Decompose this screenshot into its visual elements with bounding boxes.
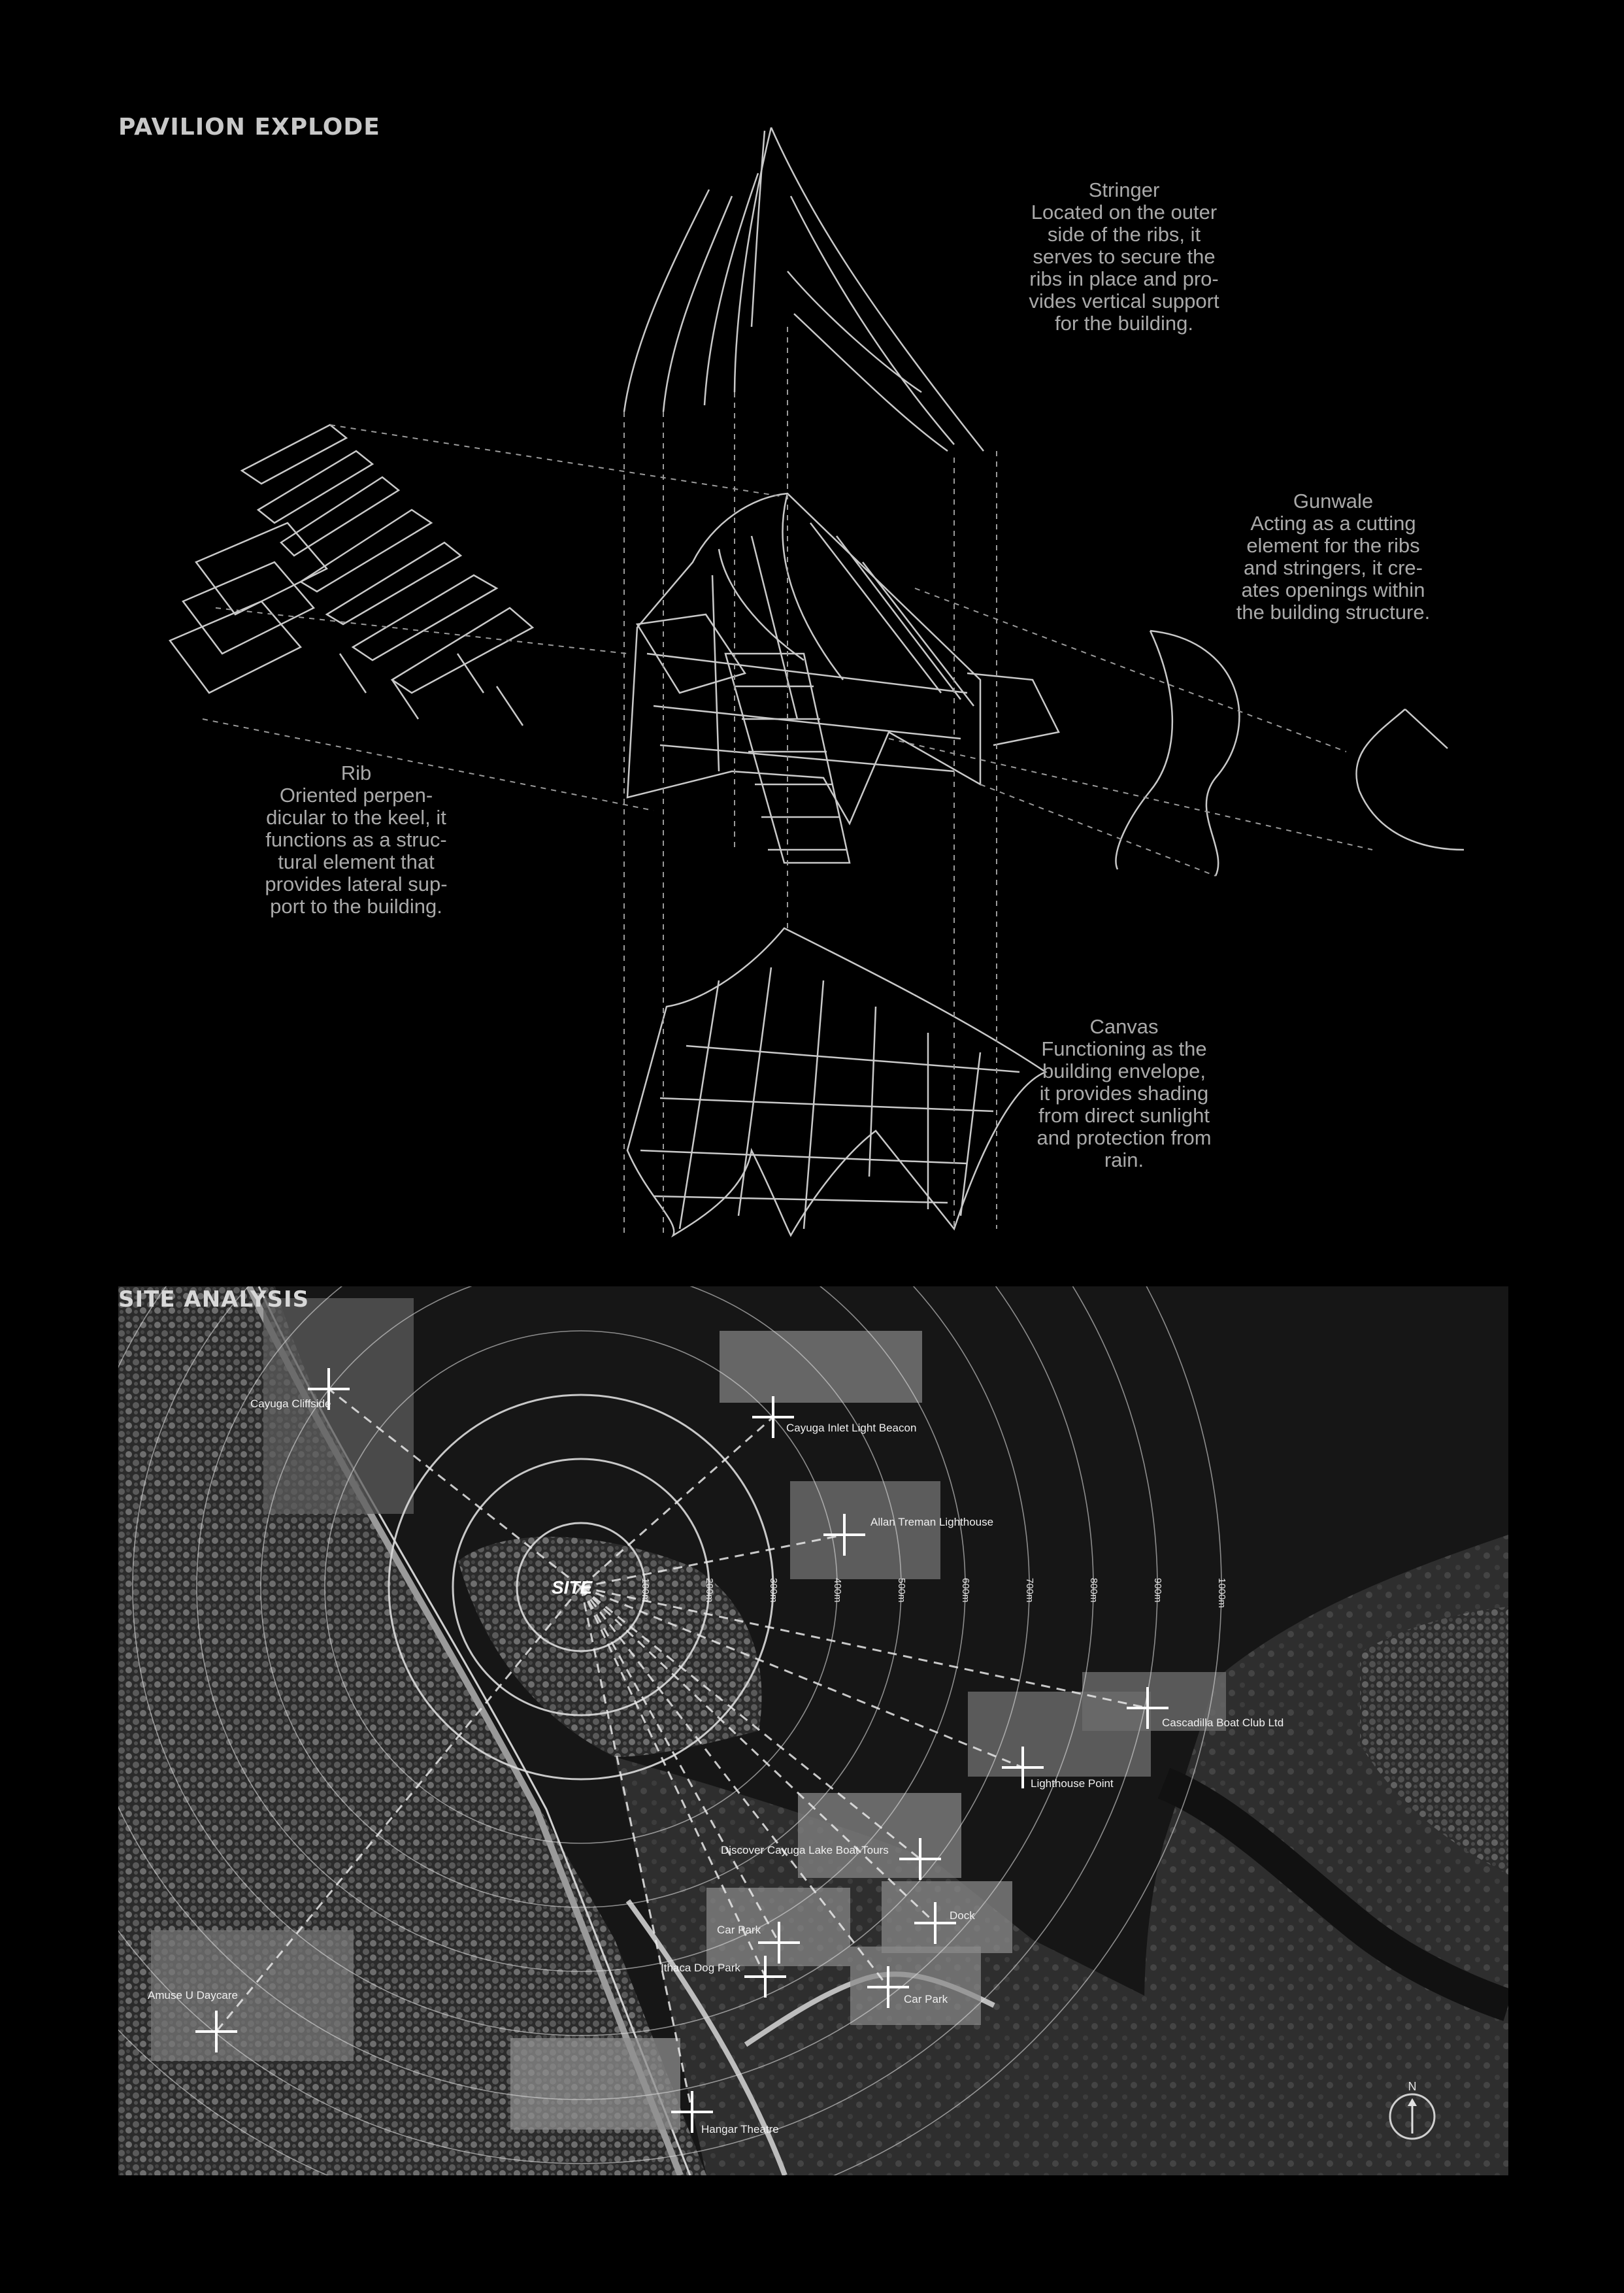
view-ray xyxy=(581,1587,935,1923)
site-analysis-map xyxy=(118,1286,1508,2175)
gunwale-note xyxy=(1202,490,1464,624)
rib-body: Oriented perpen- dicular to the keel, it functions as a struc- tural element that provides lateral sup- port to the building. xyxy=(265,784,448,918)
rib-title: Rib xyxy=(340,762,372,784)
view-ray xyxy=(581,1587,920,1859)
poi-label: Amuse U Daycare xyxy=(148,1989,238,2001)
stringer-title: Stringer xyxy=(1088,178,1160,201)
compass-north-label: N xyxy=(1408,2080,1417,2093)
stringer-drawing xyxy=(624,127,984,451)
rib-note xyxy=(225,762,487,918)
view-ray xyxy=(581,1417,773,1587)
poi-label: Dock xyxy=(950,1909,975,1922)
poi-marker-cross xyxy=(823,1514,865,1556)
canvas-note xyxy=(993,1016,1255,1171)
poi-label: Cayuga Inlet Light Beacon xyxy=(786,1422,917,1434)
radius-rings xyxy=(118,1286,1227,2175)
site-map-overlay xyxy=(118,1286,1508,2175)
poi-label: Allan Treman Lighthouse xyxy=(870,1516,994,1528)
gunwale-drawing xyxy=(1116,631,1464,876)
radius-ring-label: 400m xyxy=(832,1578,843,1603)
view-ray xyxy=(581,1587,1023,1767)
view-ray xyxy=(581,1587,1148,1708)
canvas-title: Canvas xyxy=(1089,1015,1159,1038)
poi-label: Cascadilla Boat Club Ltd xyxy=(1162,1716,1284,1729)
view-ray xyxy=(329,1389,581,1587)
poi-marker-cross xyxy=(195,2011,237,2052)
view-ray xyxy=(581,1587,692,2112)
structure-drawing xyxy=(627,494,1059,863)
view-ray xyxy=(216,1587,581,2032)
gunwale-body: Acting as a cutting element for the ribs and stringers, it cre- ates openings within the building structure. xyxy=(1236,512,1431,624)
poi-marker-cross xyxy=(899,1838,941,1880)
canvas-drawing xyxy=(627,928,1046,1235)
stringer-body: Located on the outer side of the ribs, it serves to secure the ribs in place and pro- vides vertical support for the building. xyxy=(1029,201,1219,335)
poi-label: Lighthouse Point xyxy=(1031,1777,1114,1790)
radius-ring-label: 500m xyxy=(896,1578,907,1603)
poi-label: Car Park xyxy=(904,1993,948,2005)
poi-label: Hangar Theatre xyxy=(701,2123,779,2135)
poi-marker-cross xyxy=(867,1966,909,2008)
gunwale-title: Gunwale xyxy=(1293,490,1374,512)
radius-ring-label: 200m xyxy=(704,1578,715,1603)
site-center-label: SITE xyxy=(552,1577,593,1598)
radius-ring-label: 800m xyxy=(1088,1578,1099,1603)
poi-marker-cross xyxy=(914,1902,956,1944)
compass xyxy=(1390,2080,1434,2139)
stringer-note xyxy=(993,179,1255,335)
section-title-site-analysis: SITE ANALYSIS xyxy=(118,1286,310,1313)
rib-drawing xyxy=(170,425,533,726)
canvas-body: Functioning as the building envelope, it provides shading from direct sunlight and protection from rain. xyxy=(1036,1037,1212,1171)
radius-ring-label: 900m xyxy=(1152,1578,1163,1603)
radius-ring-label: 1000m xyxy=(1216,1578,1227,1608)
radius-ring xyxy=(118,1286,1221,2175)
view-ray xyxy=(581,1587,765,1977)
poi-label: Car Park xyxy=(717,1924,761,1936)
poi-label: Ithaca Dog Park xyxy=(661,1962,740,1974)
radius-ring-label: 600m xyxy=(960,1578,971,1603)
radius-ring-label: 300m xyxy=(768,1578,779,1603)
poi-label: Cayuga Cliffside xyxy=(250,1398,331,1410)
section-title-pavilion-explode: PAVILION EXPLODE xyxy=(118,114,380,141)
radius-ring-label: 100m xyxy=(640,1578,651,1603)
radius-ring-label: 700m xyxy=(1024,1578,1035,1603)
poi-label: Discover Cayuga Lake Boat Tours xyxy=(721,1844,889,1856)
view-ray xyxy=(581,1587,779,1943)
poi-markers xyxy=(148,1368,1284,2135)
